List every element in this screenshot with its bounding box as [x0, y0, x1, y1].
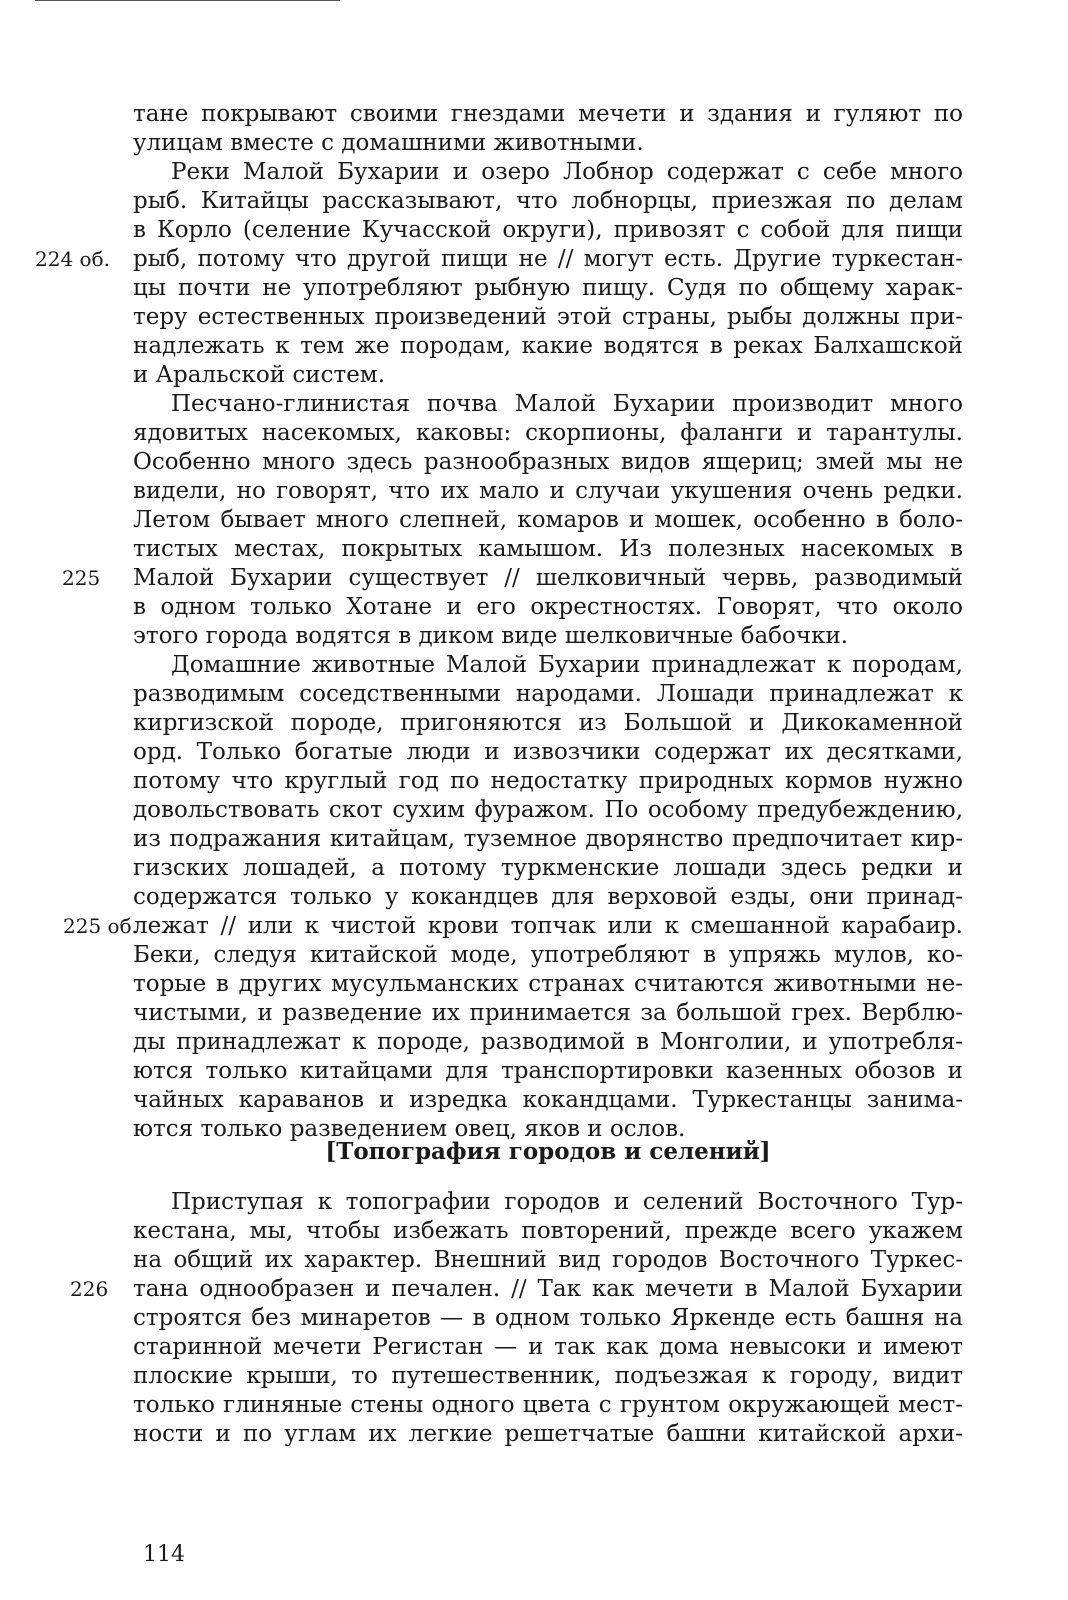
text-line: тане покрывают своими гнездами мечети и здания и гуляют по — [133, 101, 963, 127]
text-line: рыб, потому что другой пищи не // могут есть. Другие туркестан- — [133, 246, 963, 272]
top-rule — [35, 0, 340, 1]
text-line: разводимым соседственными народами. Лошади принадлежат к — [133, 681, 963, 707]
text-line: ются только китайцами для транспортировки казенных обозов и — [133, 1058, 963, 1084]
text-line: Беки, следуя китайской моде, употребляют в упряжь мулов, ко- — [133, 942, 963, 968]
text-block-1 — [133, 100, 963, 1144]
text-line: ности и по углам их легкие решетчатые башни китайской архи- — [133, 1421, 963, 1447]
text-line: теру естественных произведений этой страны, рыбы должны при- — [133, 304, 963, 330]
text-line: кестана, мы, чтобы избежать повторений, прежде всего укажем — [133, 1218, 963, 1244]
text-line: торые в других мусульманских странах считаются животными не- — [133, 971, 963, 997]
text-line: ядовитых насекомых, каковы: скорпионы, фаланги и тарантулы. — [133, 420, 963, 446]
text-block-2 — [133, 1188, 963, 1449]
section-heading: [Топография городов и селений] — [325, 1138, 771, 1165]
text-line: лежат // или к чистой крови топчак или к смешанной карабаир. — [133, 913, 963, 939]
text-line: тистых местах, покрытых камышом. Из полезных насекомых в — [133, 536, 963, 562]
text-line: в Корло (селение Кучасской округи), привозят с собой для пищи — [133, 217, 963, 243]
page-number: 114 — [143, 1542, 185, 1567]
margin-note-226: 226 — [70, 1277, 109, 1301]
text-line: из подражания китайцам, туземное дворянство предпочитает кир- — [133, 826, 963, 852]
text-line: чайных караванов и изредка кокандцами. Туркестанцы занима- — [133, 1087, 963, 1113]
text-line: Малой Бухарии существует // шелковичный червь, разводимый — [133, 565, 963, 591]
text-line: гизских лошадей, а потому туркменские лошади здесь редки и — [133, 855, 963, 881]
text-line: Летом бывает много слепней, комаров и мошек, особенно в боло- — [133, 507, 963, 533]
text-line: орд. Только богатые люди и извозчики содержат их десятками, — [133, 739, 963, 765]
margin-note-224ob: 224 об. — [35, 247, 110, 271]
text-line: довольствовать скот сухим фуражом. По особому предубеждению, — [133, 797, 963, 823]
text-line: этого города водятся в диком виде шелковичные бабочки. — [133, 623, 849, 649]
margin-note-225: 225 — [62, 566, 101, 590]
text-line: надлежать к тем же породам, какие водятся в реках Балхашской — [133, 333, 963, 359]
text-line: на общий их характер. Внешний вид городов Восточного Туркес- — [133, 1247, 963, 1273]
text-line: Песчано-глинистая почва Малой Бухарии производит много — [171, 391, 963, 417]
text-line: плоские крыши, то путешественник, подъезжая к городу, видит — [133, 1363, 963, 1389]
text-line: рыб. Китайцы рассказывают, что лобнорцы, приезжая по делам — [133, 188, 963, 214]
text-line: ды принадлежат к породе, разводимой в Монголии, и употребля- — [133, 1029, 963, 1055]
text-line: Приступая к топографии городов и селений Восточного Тур- — [171, 1189, 963, 1215]
text-line: старинной мечети Регистан — и так как дома невысоки и имеют — [133, 1334, 963, 1360]
text-line: Домашние животные Малой Бухарии принадлежат к породам, — [171, 652, 963, 678]
text-line: строятся без минаретов — в одном только Яркенде есть башня на — [133, 1305, 963, 1331]
text-line: видели, но говорят, что их мало и случаи укушения очень редки. — [133, 478, 963, 504]
text-line: киргизской породе, пригоняются из Большой и Дикокаменной — [133, 710, 963, 736]
text-line: цы почти не употребляют рыбную пищу. Судя по общему харак- — [133, 275, 963, 301]
margin-note-225ob: 225 об. — [63, 914, 138, 938]
text-line: тана однообразен и печален. // Так как мечети в Малой Бухарии — [133, 1276, 963, 1302]
text-line: в одном только Хотане и его окрестностях. Говорят, что около — [133, 594, 963, 620]
text-line: и Аральской систем. — [133, 362, 386, 388]
text-line: Реки Малой Бухарии и озеро Лобнор содержат с себе много — [171, 159, 963, 185]
text-line: потому что круглый год по недостатку природных кормов нужно — [133, 768, 963, 794]
text-line: Особенно много здесь разнообразных видов ящериц; змей мы не — [133, 449, 963, 475]
text-line: содержатся только у кокандцев для верховой езды, они принад- — [133, 884, 963, 910]
text-line: чистыми, и разведение их принимается за большой грех. Верблю- — [133, 1000, 963, 1026]
text-line: улицам вместе с домашними животными. — [133, 130, 644, 156]
text-line: ются только разведением овец, яков и ослов. — [133, 1116, 686, 1142]
text-line: только глиняные стены одного цвета с грунтом окружающей мест- — [133, 1392, 963, 1418]
